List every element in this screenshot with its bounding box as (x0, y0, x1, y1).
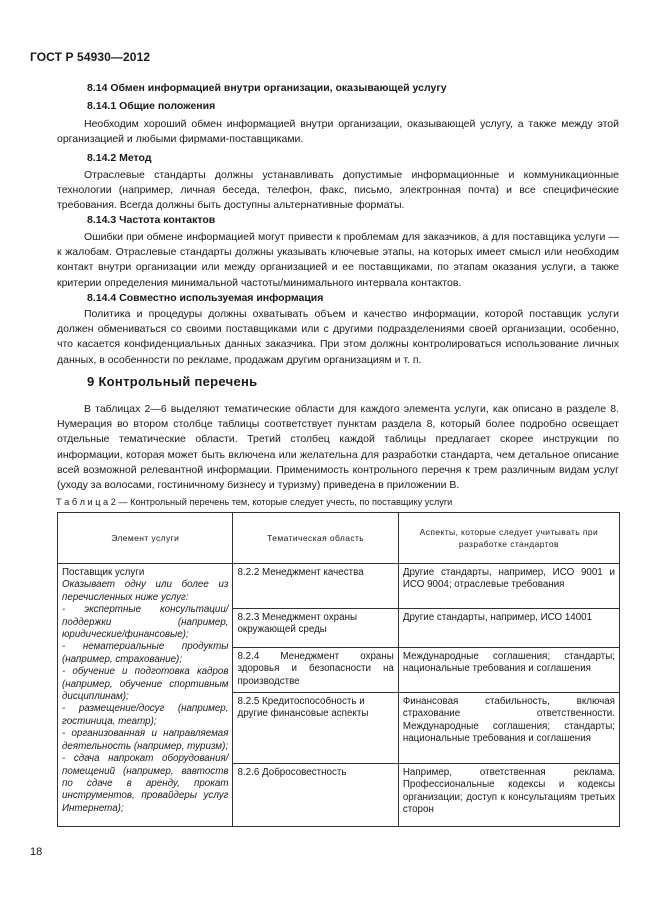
section-9-title: 9 Контрольный перечень (87, 374, 258, 389)
element-item: - обучение и подготовка кадров (например, обучение спортивным дисциплинам); (62, 666, 229, 703)
section-8-14-2-title: 8.14.2 Метод (87, 152, 152, 164)
document-header: ГОСТ Р 54930—2012 (30, 50, 151, 64)
area-cell: 8.2.5 Кредитоспособность и другие финансовые аспекты (233, 693, 398, 764)
section-8-14-title: 8.14 Обмен информацией внутри организации, оказывающей услугу (87, 82, 447, 94)
table-header-aspects: Аспекты, которые следует учитывать при разработке стандартов (398, 513, 619, 564)
section-8-14-4-title: 8.14.4 Совместно используемая информация (87, 292, 324, 304)
element-item: - нематериальные продукты (например, страхование); (62, 641, 229, 665)
section-8-14-4-text: Политика и процедуры должны охватывать объем и качество информации, которой поставщик услуги должен обмениваться со своими поставщиками или с другими подразделениями своей организации, особенно, что касается конфиденциальных данных заказчика. При этом должны контролироваться использование личных данных, в особенности по рекламе, продажам другим организациям и т. п. (57, 308, 619, 366)
aspects-cell: Другие стандарты, например, ИСО 9001 и ИСО 9004; отраслевые требования (398, 564, 619, 609)
checklist-table (57, 512, 620, 827)
element-item: - размещение/досуг (например, гостиница, театр); (62, 703, 229, 727)
element-title: Поставщик услуги (62, 567, 145, 578)
aspects-cell: Например, ответственная реклама. Профессиональные кодексы и кодексы организации; доступ к консультациям третьих сторон (398, 764, 619, 827)
element-cell (58, 564, 233, 827)
section-8-14-3-text: Ошибки при обмене информацией могут привести к проблемам для заказчиков, а для поставщика услуги — к жалобам. Отраслевые стандарты должны указывать ключевые этапы, на которых имеет смысл или необходим контакт внутри организации или между организацией и ее поставщиками, по этапам оказания услуги, а также критерии определения минимальной частоты/минимального интервала контактов. (57, 231, 619, 289)
section-8-14-1-title: 8.14.1 Общие положения (87, 100, 216, 112)
table-header-element: Элемент услуги (58, 513, 233, 564)
section-8-14-2-text: Отраслевые стандарты должны устанавливать допустимые информационные и коммуникационные технологии (например, личная беседа, телефон, факс, письмо, электронная почта) и все специфические требования. Всегда должны быть доступны альтернативные форматы. (57, 169, 619, 212)
element-item: - экспертные консультации/поддержки (например, юридические/финансовые); (62, 604, 229, 641)
table-row (58, 564, 620, 609)
area-cell: 8.2.6 Добросовестность (233, 764, 398, 827)
element-item: - организованная и направляемая деятельность (например, туризм); (62, 728, 229, 752)
aspects-cell: Другие стандарты, например, ИСО 14001 (398, 609, 619, 648)
element-item: - сдача напрокат оборудования/помещений (например, вавтоств по сдаче в аренду, прокат инструментов, провайдеры услуг Интернета); (62, 753, 229, 814)
element-intro: Оказывает одну или более из перечисленных ниже услуг: (62, 579, 229, 603)
section-8-14-1-text: Необходим хороший обмен информацией внутри организации, оказывающей услугу, а также между этой организацией и любыми фирмами-поставщиками. (57, 118, 619, 146)
area-cell: 8.2.3 Менеджмент охраны окружающей среды (233, 609, 398, 648)
section-8-14-3-title: 8.14.3 Частота контактов (87, 214, 216, 226)
aspects-cell: Международные соглашения; стандарты; национальные требования и соглашения (398, 648, 619, 693)
aspects-cell: Финансовая стабильность, включая страхование ответственности. Международные соглашения; стандарты; национальные требования и соглашения (398, 693, 619, 764)
page-number: 18 (30, 846, 43, 858)
section-9-text: В таблицах 2—6 выделяют тематические области для каждого элемента услуги, как описано в разделе 8. Нумерация во втором столбце таблицы соответствует пунктам раздела 8, который более подробно освещает отдельные тематические области. Третий столбец каждой таблицы предлагает скорее инструкции по информации, которая может быть включена или желательна для разработки стандарта, чем детальное описание всей возможной релевантной информации. Применимость контрольного перечня к трем различным видам услуг (уходу за волосами, гостиничному бизнесу и туризму) приведена в приложении В. (57, 403, 619, 492)
area-cell: 8.2.4 Менеджмент охраны здоровья и безопасности на производстве (233, 648, 398, 693)
table-header-row (58, 513, 620, 564)
table-header-area: Тематическая область (233, 513, 398, 564)
area-cell: 8.2.2 Менеджмент качества (233, 564, 398, 609)
table-caption: Т а б л и ц а 2 — Контрольный перечень тем, которые следует учесть, по поставщику услуги (56, 497, 453, 507)
